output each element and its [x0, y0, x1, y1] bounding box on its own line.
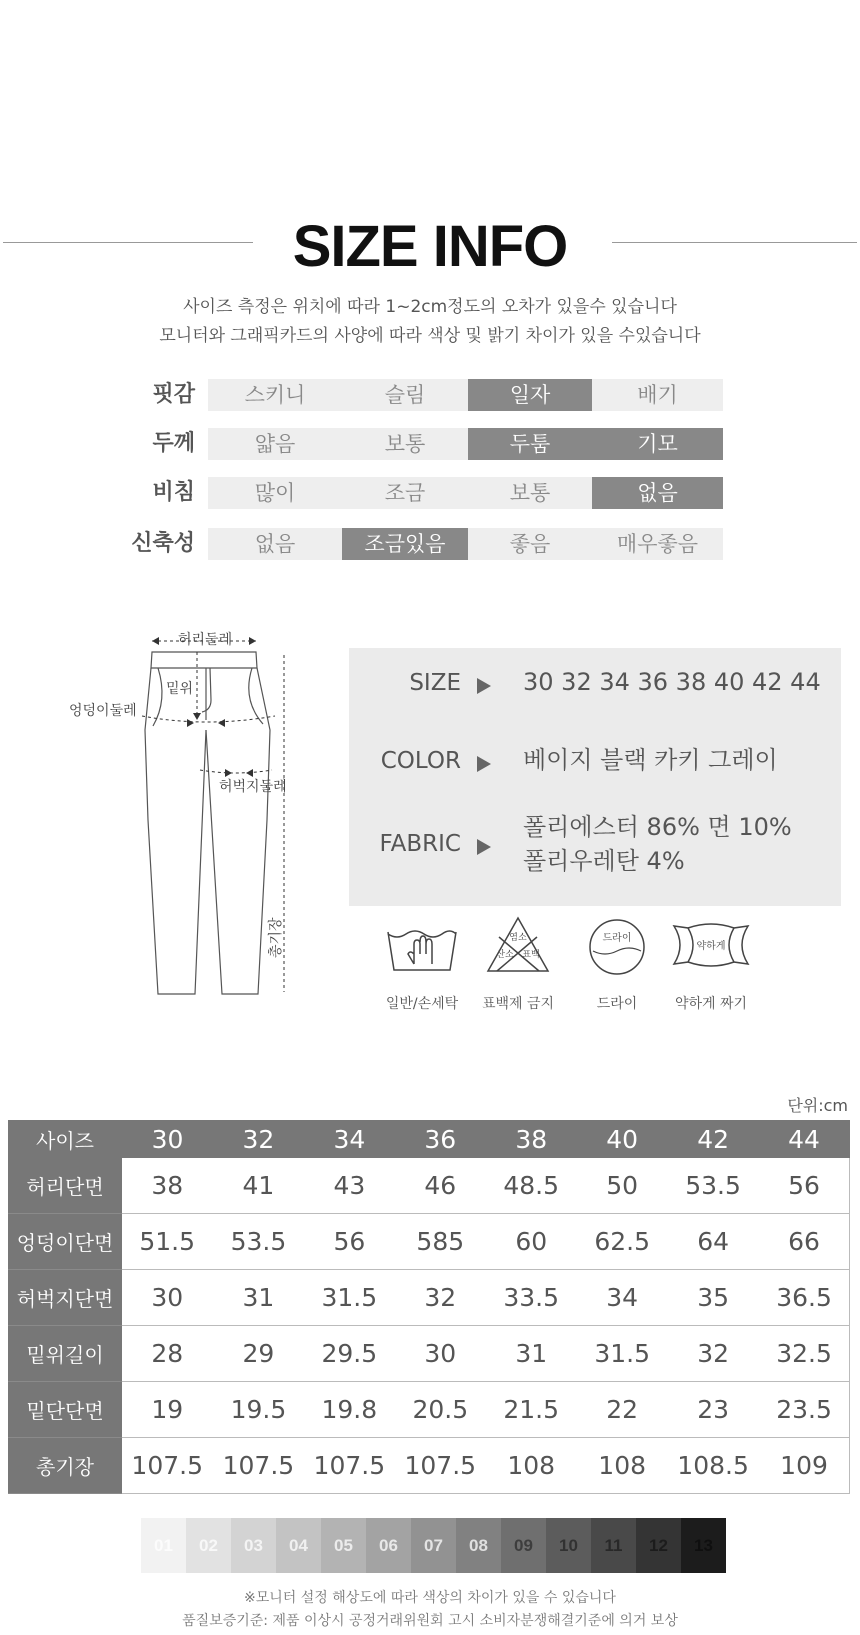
color-swatch: 06	[366, 1518, 411, 1573]
fit-option: 배기	[637, 383, 678, 407]
info-size-key: SIZE	[409, 670, 461, 696]
table-cell: 32	[395, 1270, 486, 1326]
info-color-value: 베이지 블랙 카키 그레이	[523, 746, 778, 774]
fit-label: 비침	[152, 480, 195, 505]
table-cell: 43	[304, 1158, 395, 1214]
fit-option-bar	[208, 379, 723, 411]
size-column-header: 40	[577, 1120, 668, 1158]
size-table	[8, 1120, 850, 1494]
fit-option: 얇음	[254, 432, 296, 456]
color-swatch: 01	[141, 1518, 186, 1573]
care-label-wring: 약하게 짜기	[674, 996, 748, 1012]
table-cell: 34	[577, 1270, 668, 1326]
table-cell: 107.5	[304, 1438, 395, 1494]
table-cell: 31	[213, 1270, 304, 1326]
table-cell: 66	[759, 1214, 850, 1270]
fit-option: 많이	[254, 481, 296, 505]
table-cell: 41	[213, 1158, 304, 1214]
color-swatch: 07	[411, 1518, 456, 1573]
fit-option: 좋음	[509, 532, 551, 556]
row-label: 엉덩이단면	[8, 1214, 122, 1270]
table-cell: 35	[668, 1270, 759, 1326]
table-cell: 60	[486, 1214, 577, 1270]
fit-option: 없음	[592, 477, 723, 509]
no-bleach-text-2: 산소	[496, 950, 514, 960]
table-cell: 62.5	[577, 1214, 668, 1270]
size-column-header: 36	[395, 1120, 486, 1158]
color-swatch: 05	[321, 1518, 366, 1573]
unit-label: 단위:cm	[787, 1096, 848, 1115]
table-cell: 107.5	[122, 1438, 213, 1494]
color-swatch: 09	[501, 1518, 546, 1573]
fit-option: 조금	[384, 481, 426, 505]
fit-option: 슬림	[384, 383, 426, 407]
waist-label: 허리둘레	[178, 632, 233, 648]
table-cell: 29	[213, 1326, 304, 1382]
table-cell: 38	[122, 1158, 213, 1214]
care-label-dry: 드라이	[596, 996, 638, 1012]
table-header-row	[8, 1120, 850, 1158]
table-cell: 28	[122, 1326, 213, 1382]
table-cell: 50	[577, 1158, 668, 1214]
table-row	[8, 1158, 850, 1214]
color-swatch: 11	[591, 1518, 636, 1573]
table-cell: 36.5	[759, 1270, 850, 1326]
table-row	[8, 1326, 850, 1382]
measurement-note: 사이즈 측정은 위치에 따라 1~2cm정도의 오차가 있을수 있습니다	[183, 297, 677, 317]
size-column-header: 32	[213, 1120, 304, 1158]
page-title: SIZE INFO	[292, 214, 568, 279]
color-swatch: 08	[456, 1518, 501, 1573]
fit-option: 없음	[254, 532, 296, 556]
row-label: 총기장	[8, 1438, 122, 1494]
color-swatch: 12	[636, 1518, 681, 1573]
size-column-header: 42	[668, 1120, 759, 1158]
table-corner-label: 사이즈	[8, 1120, 122, 1158]
hand-wash-icon	[384, 920, 460, 976]
info-color-key: COLOR	[380, 748, 461, 774]
table-cell: 31	[486, 1326, 577, 1382]
dry-clean-text: 드라이	[602, 933, 632, 944]
table-cell: 46	[395, 1158, 486, 1214]
fit-option: 스키니	[244, 383, 306, 407]
color-swatch-strip	[141, 1518, 726, 1573]
table-cell: 21.5	[486, 1382, 577, 1438]
table-cell: 109	[759, 1438, 850, 1494]
table-cell: 30	[395, 1326, 486, 1382]
fit-option: 보통	[509, 481, 551, 505]
table-cell: 31.5	[304, 1270, 395, 1326]
table-cell: 64	[668, 1214, 759, 1270]
color-swatch: 02	[186, 1518, 231, 1573]
fit-option: 매우좋음	[616, 532, 699, 556]
table-cell: 53.5	[668, 1158, 759, 1214]
footer-note: ※모니터 설정 해상도에 따라 색상의 차이가 있을 수 있습니다	[244, 1590, 616, 1606]
table-cell: 29.5	[304, 1326, 395, 1382]
fit-option: 조금있음	[342, 528, 468, 560]
info-fabric-key: FABRIC	[379, 831, 461, 857]
dry-clean-icon	[587, 917, 647, 977]
table-cell: 19	[122, 1382, 213, 1438]
fit-label: 신축성	[131, 531, 195, 556]
care-label-bleach: 표백제 금지	[481, 996, 555, 1012]
table-cell: 56	[759, 1158, 850, 1214]
fit-option-bar	[208, 477, 723, 509]
color-swatch: 13	[681, 1518, 726, 1573]
table-cell: 22	[577, 1382, 668, 1438]
row-label: 허벅지단면	[8, 1270, 122, 1326]
table-row	[8, 1214, 850, 1270]
table-cell: 56	[304, 1214, 395, 1270]
size-column-header: 44	[759, 1120, 850, 1158]
size-column-header: 30	[122, 1120, 213, 1158]
gentle-wring-icon	[672, 922, 750, 968]
arrow-right-icon	[477, 756, 491, 772]
info-fabric-value-2: 폴리우레탄 4%	[523, 847, 685, 875]
size-column-header: 34	[304, 1120, 395, 1158]
product-info-panel	[349, 648, 841, 906]
table-cell: 108.5	[668, 1438, 759, 1494]
table-cell: 32	[668, 1326, 759, 1382]
care-label-wash: 일반/손세탁	[385, 996, 459, 1012]
no-bleach-text-1: 염소	[509, 933, 527, 943]
color-swatch: 03	[231, 1518, 276, 1573]
fit-option: 두툼	[468, 428, 592, 460]
thigh-label: 허벅지둘레	[219, 779, 287, 795]
table-cell: 107.5	[395, 1438, 486, 1494]
table-row	[8, 1270, 850, 1326]
rise-label: 밑위	[166, 681, 194, 697]
color-swatch: 10	[546, 1518, 591, 1573]
row-label: 밑단단면	[8, 1382, 122, 1438]
gentle-wring-text: 약하게	[696, 941, 726, 952]
table-row	[8, 1382, 850, 1438]
table-cell: 53.5	[213, 1214, 304, 1270]
fit-option-bar	[208, 428, 723, 460]
table-cell: 51.5	[122, 1214, 213, 1270]
table-cell: 107.5	[213, 1438, 304, 1494]
table-row	[8, 1438, 850, 1494]
info-size-value: 30 32 34 36 38 40 42 44	[523, 668, 821, 696]
table-cell: 108	[577, 1438, 668, 1494]
table-cell: 20.5	[395, 1382, 486, 1438]
fit-option-bar	[208, 528, 723, 560]
no-bleach-text-3: 표백	[522, 950, 540, 960]
info-fabric-value: 폴리에스터 86% 면 10%	[523, 813, 792, 841]
size-column-header: 38	[486, 1120, 577, 1158]
table-cell: 23.5	[759, 1382, 850, 1438]
no-bleach-icon	[485, 915, 551, 975]
table-cell: 31.5	[577, 1326, 668, 1382]
footer-warranty: 품질보증기준: 제품 이상시 공정거래위원회 고시 소비자분쟁해결기준에 의거 보상	[182, 1613, 678, 1629]
table-cell: 23	[668, 1382, 759, 1438]
table-cell: 19.8	[304, 1382, 395, 1438]
fit-label: 두께	[152, 431, 195, 456]
fit-option: 보통	[384, 432, 426, 456]
length-label: 총기장	[268, 917, 284, 958]
table-cell: 19.5	[213, 1382, 304, 1438]
fit-option: 일자	[468, 379, 592, 411]
table-cell: 108	[486, 1438, 577, 1494]
table-cell: 33.5	[486, 1270, 577, 1326]
hip-label: 엉덩이둘레	[69, 703, 137, 719]
color-note: 모니터와 그래픽카드의 사양에 따라 색상 및 밝기 차이가 있을 수있습니다	[159, 326, 701, 346]
table-cell: 32.5	[759, 1326, 850, 1382]
table-cell: 48.5	[486, 1158, 577, 1214]
row-label: 밑위길이	[8, 1326, 122, 1382]
color-swatch: 04	[276, 1518, 321, 1573]
table-cell: 30	[122, 1270, 213, 1326]
fit-label: 핏감	[152, 382, 195, 407]
row-label: 허리단면	[8, 1158, 122, 1214]
table-cell: 585	[395, 1214, 486, 1270]
fit-option: 기모	[592, 428, 723, 460]
arrow-right-icon	[477, 678, 491, 694]
arrow-right-icon	[477, 839, 491, 855]
